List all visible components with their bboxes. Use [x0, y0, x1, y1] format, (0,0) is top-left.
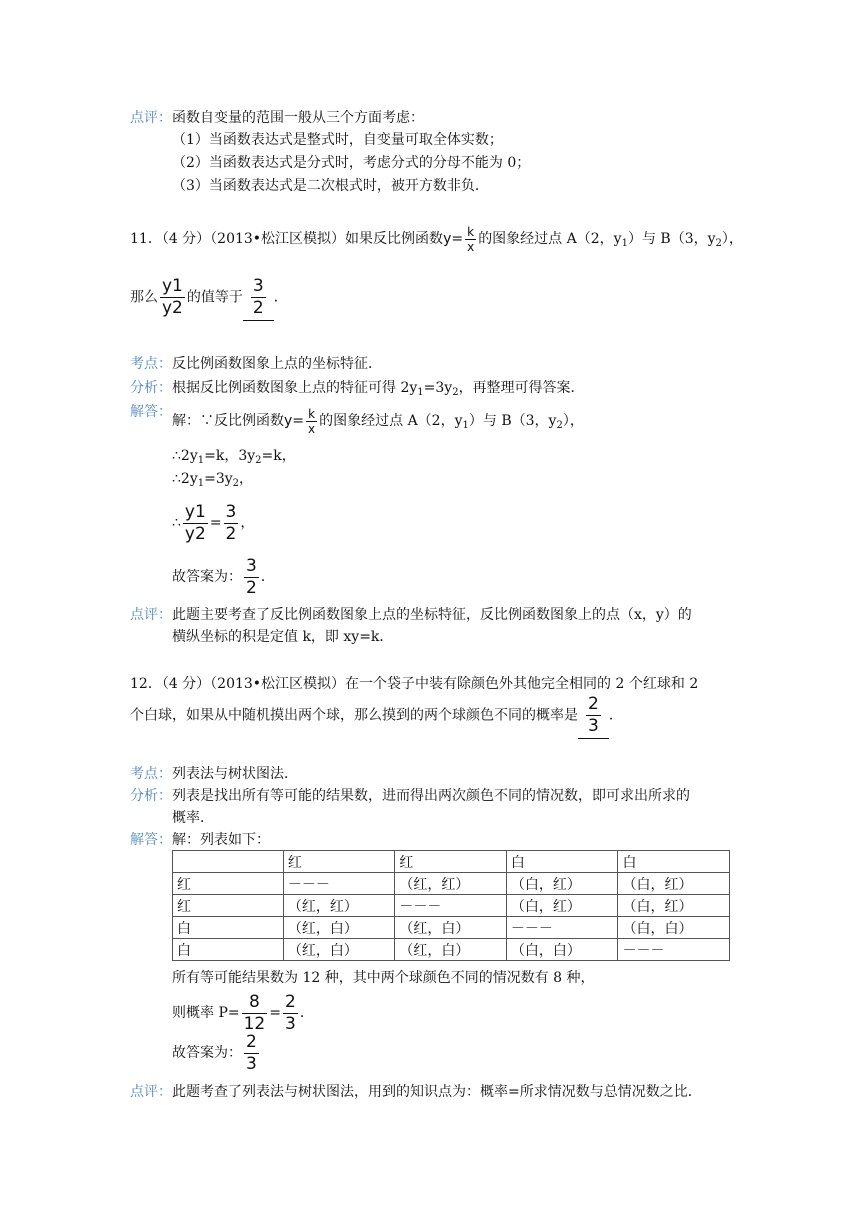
table-cell: －－－: [506, 917, 618, 939]
q11-stem: 11．（4 分）（2013•松江区模拟）如果反比例函数y= $\frac{k}{x}$ 的图象经过点 A（2，$y_1$）与 B（3，$y_2$），: [130, 224, 743, 254]
table-row: [173, 873, 730, 895]
table-cell: （白，红）: [618, 873, 730, 895]
table-cell: 白: [173, 917, 284, 939]
comment-tag: 点评：: [130, 110, 172, 126]
table-header-row: [173, 851, 730, 873]
q11-dianping-line2: 横纵坐标的积是定值 k，即 xy=k．: [172, 629, 394, 645]
comment-line-2: （2）当函数表达式是分式时，考虑分式的分母不能为 0；: [172, 155, 531, 171]
table-cell: 红: [395, 851, 507, 873]
q12-fenxi-line2: 概率．: [172, 810, 214, 826]
comment-line-1: （1）当函数表达式是整式时，自变量可取全体实数；: [172, 132, 503, 148]
q12-jieda: 解答：解：列表如下：: [130, 832, 270, 848]
table-cell: 红: [283, 851, 395, 873]
table-cell: 白: [173, 939, 284, 961]
q12-prob-line: 则概率 P= $\frac{8}{12}$ = $\frac{2}{3}$ ．: [172, 991, 314, 1034]
q11-sol-line3: $\therefore 2y_1=3y_2$，: [172, 471, 254, 489]
table-cell: （白，白）: [618, 917, 730, 939]
q11-stem-line2: 那么 $\frac{y1}{y2}$ 的值等于 $\frac{3}{2}$ ．: [130, 274, 288, 321]
q11-fenxi: 分析：根据反比例函数图象上点的特征可得 $2y_1=3y_2$，再整理可得答案．: [130, 380, 585, 398]
q12-count-line: 所有等可能结果数为 12 种，其中两个球颜色不同的情况数有 8 种，: [172, 970, 595, 986]
table-cell: 白: [506, 851, 618, 873]
probability-table: [172, 850, 730, 961]
q12-kaodian: 考点：列表法与树状图法．: [130, 766, 298, 782]
table-cell: （红，白）: [395, 917, 507, 939]
table-cell: （红，红）: [395, 873, 507, 895]
q12-stem-line2: 个白球，如果从中随机摸出两个球，那么摸到的两个球颜色不同的概率是 $\frac{2}{3}$ ．: [130, 692, 623, 739]
func-expression: y= $\frac{k}{x}$: [443, 224, 475, 254]
comment-intro: 函数自变量的范围一般从三个方面考虑：: [172, 110, 424, 126]
table-cell: 白: [618, 851, 730, 873]
table-row: [173, 939, 730, 961]
table-row: [173, 917, 730, 939]
table-cell: （红，白）: [395, 939, 507, 961]
table-cell: 红: [173, 895, 284, 917]
table-cell: （白，白）: [506, 939, 618, 961]
table-cell: [173, 851, 284, 873]
table-cell: －－－: [618, 939, 730, 961]
table-cell: （红，白）: [283, 939, 395, 961]
comment-line-3: （3）当函数表达式是二次根式时，被开方数非负．: [172, 178, 489, 194]
answer-blank: $\frac{3}{2}$: [243, 274, 274, 321]
table-cell: －－－: [395, 895, 507, 917]
q11-kaodian: 考点：反比例函数图象上点的坐标特征．: [130, 356, 382, 372]
q12-answer-line: 故答案为： $\frac{2}{3}$: [172, 1031, 257, 1074]
q11-sol-line1: 解：∵反比例函数y= $\frac{k}{x}$ 的图象经过点 A（2，$y_1$）与 B（3，$y_2$），: [172, 406, 584, 436]
table-cell: 红: [173, 873, 284, 895]
q10-comment: [130, 108, 424, 128]
ratio-fraction: $\frac{y1}{y2}$: [162, 276, 183, 318]
table-cell: （红，白）: [283, 917, 395, 939]
q12-fenxi: 分析：列表是找出所有等可能的结果数，进而得出两次颜色不同的情况数，即可求出所求的: [130, 788, 690, 804]
q11-dianping: 点评：此题主要考查了反比例函数图象上点的坐标特征，反比例函数图象上的点（x，y）的: [130, 607, 692, 623]
table-cell: （白，红）: [618, 895, 730, 917]
table-cell: （白，红）: [506, 873, 618, 895]
table-cell: （白，红）: [506, 895, 618, 917]
q11-sol-line2: $\therefore 2y_1=k$，$3y_2=k$，: [172, 448, 296, 466]
table-cell: －－－: [283, 873, 395, 895]
q11-jieda-tag: 解答：: [130, 404, 172, 420]
q12-stem-line1: 12．（4 分）（2013•松江区模拟）在一个袋子中装有除颜色外其他完全相同的 2 个红球和 2: [130, 676, 699, 692]
q11-sol-line4: ∴ $\frac{y1}{y2}$ = $\frac{3}{2}$ ，: [172, 501, 255, 544]
table-row: [173, 895, 730, 917]
answer-blank: $\frac{2}{3}$: [578, 692, 609, 739]
q12-dianping: 点评：此题考查了列表法与树状图法，用到的知识点为：概率=所求情况数与总情况数之比．: [130, 1084, 702, 1100]
q11-answer-line: 故答案为： $\frac{3}{2}$ ．: [172, 555, 275, 598]
table-cell: （红，红）: [283, 895, 395, 917]
